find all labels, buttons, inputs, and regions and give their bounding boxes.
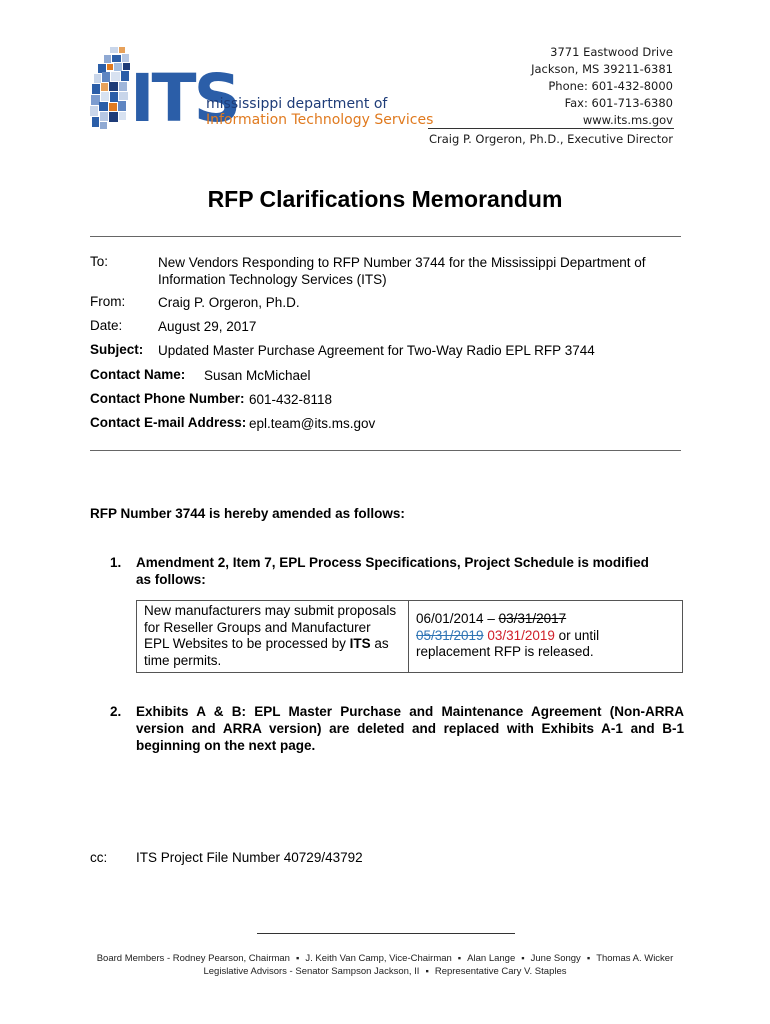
item-1-number: 1. [110, 555, 122, 570]
item-2-text: Exhibits A & B: EPL Master Purchase and Maintenance Agreement (Non-ARRA version and ARRA version) are deleted and replaced with Exhibits A-1 and B-1 beginning on the next page. [136, 704, 684, 753]
address-street: 3771 Eastwood Drive [550, 45, 673, 59]
address-city: Jackson, MS 39211-6381 [531, 62, 673, 76]
agency-address [531, 44, 673, 129]
schedule-desc-line1: New manufacturers may submit proposals [144, 603, 397, 618]
board-member: June Songy [530, 953, 581, 964]
item-1-text [136, 554, 684, 588]
schedule-date-cell [409, 601, 683, 673]
board-member: Board Members - Rodney Pearson, Chairman [96, 953, 290, 964]
schedule-date-new: 03/31/2019 [483, 627, 555, 643]
to-value-line2: Information Technology Services (ITS) [158, 272, 387, 287]
schedule-date-start: 06/01/2014 – [416, 611, 499, 626]
schedule-desc-line3 [144, 636, 402, 653]
schedule-desc-line2: for Reseller Groups and Manufacturer [144, 619, 371, 635]
contact-name-value: Susan McMichael [204, 368, 311, 383]
table-row [137, 601, 683, 673]
date-value: August 29, 2017 [158, 319, 257, 334]
from-value: Craig P. Orgeron, Ph.D. [158, 295, 300, 310]
address-fax: Fax: 601-713-6380 [564, 96, 673, 110]
contact-email-value: epl.team@its.ms.gov [249, 416, 376, 431]
item-1-line2: as follows: [136, 572, 206, 587]
to-value [158, 254, 646, 288]
subject-value: Updated Master Purchase Agreement for Two-Way Radio EPL RFP 3744 [158, 343, 595, 358]
separator-bullet: ▪ [457, 953, 462, 964]
contact-email-label: Contact E-mail Address: [90, 415, 247, 430]
contact-phone-value: 601-432-8118 [249, 392, 333, 407]
date-label: Date: [90, 318, 123, 333]
schedule-date-tail: or until [554, 627, 600, 643]
schedule-desc-line3-pre: EPL Websites to be processed by [144, 636, 350, 651]
project-schedule-table [136, 600, 683, 673]
schedule-desc-its: ITS [349, 636, 371, 651]
schedule-date-struck-1: 03/31/2017 [498, 611, 567, 626]
schedule-date-line3: replacement RFP is released. [416, 644, 594, 659]
schedule-desc-line3-post: as [370, 636, 389, 651]
amendment-intro: RFP Number 3744 is hereby amended as follows: [90, 506, 405, 521]
board-members-line [0, 952, 770, 965]
cc-label: cc: [90, 850, 108, 865]
dept-name-line2: Information Technology Services [206, 112, 434, 128]
separator-bullet: ▪ [521, 953, 525, 964]
legislative-advisor: Legislative Advisors - Senator Sampson Jackson, II [203, 966, 420, 977]
its-logo-text: ITS [130, 60, 239, 137]
address-phone: Phone: 601-432-8000 [548, 79, 673, 93]
contact-phone-label: Contact Phone Number: [90, 391, 245, 406]
item-2-number: 2. [110, 704, 122, 719]
schedule-date-line2 [416, 628, 676, 645]
memo-title: RFP Clarifications Memorandum [207, 186, 563, 212]
separator-bullet: ▪ [586, 953, 591, 964]
title-divider [90, 236, 681, 237]
schedule-date-line1 [416, 611, 676, 628]
from-label: From: [90, 294, 126, 309]
to-value-line1: New Vendors Responding to RFP Number 3744 for the Mississippi Department of [158, 255, 646, 270]
footer-divider [257, 933, 515, 934]
header-divider [90, 450, 681, 451]
subject-label: Subject: [90, 342, 144, 357]
item-1-line1: Amendment 2, Item 7, EPL Process Specifications, Project Schedule is modified [136, 555, 649, 570]
legislative-advisors-line [0, 965, 770, 978]
to-label: To: [90, 254, 109, 269]
board-member: Alan Lange [467, 953, 516, 964]
executive-director: Craig P. Orgeron, Ph.D., Executive Director [428, 132, 673, 146]
contact-name-label: Contact Name: [90, 367, 186, 382]
cc-text: ITS Project File Number 40729/43792 [136, 850, 363, 865]
schedule-desc-line4: time permits. [144, 652, 222, 668]
dept-name-line1: mississippi department of [206, 96, 388, 112]
letterhead-divider [428, 128, 674, 129]
board-member: Thomas A. Wicker [596, 953, 674, 964]
schedule-date-struck-2: 05/31/2019 [416, 627, 484, 643]
schedule-description-cell [137, 601, 409, 673]
separator-bullet: ▪ [425, 966, 429, 977]
separator-bullet: ▪ [295, 953, 300, 964]
board-member: J. Keith Van Camp, Vice-Chairman [305, 953, 452, 964]
legislative-advisor: Representative Cary V. Staples [434, 966, 567, 977]
address-website: www.its.ms.gov [582, 113, 673, 127]
